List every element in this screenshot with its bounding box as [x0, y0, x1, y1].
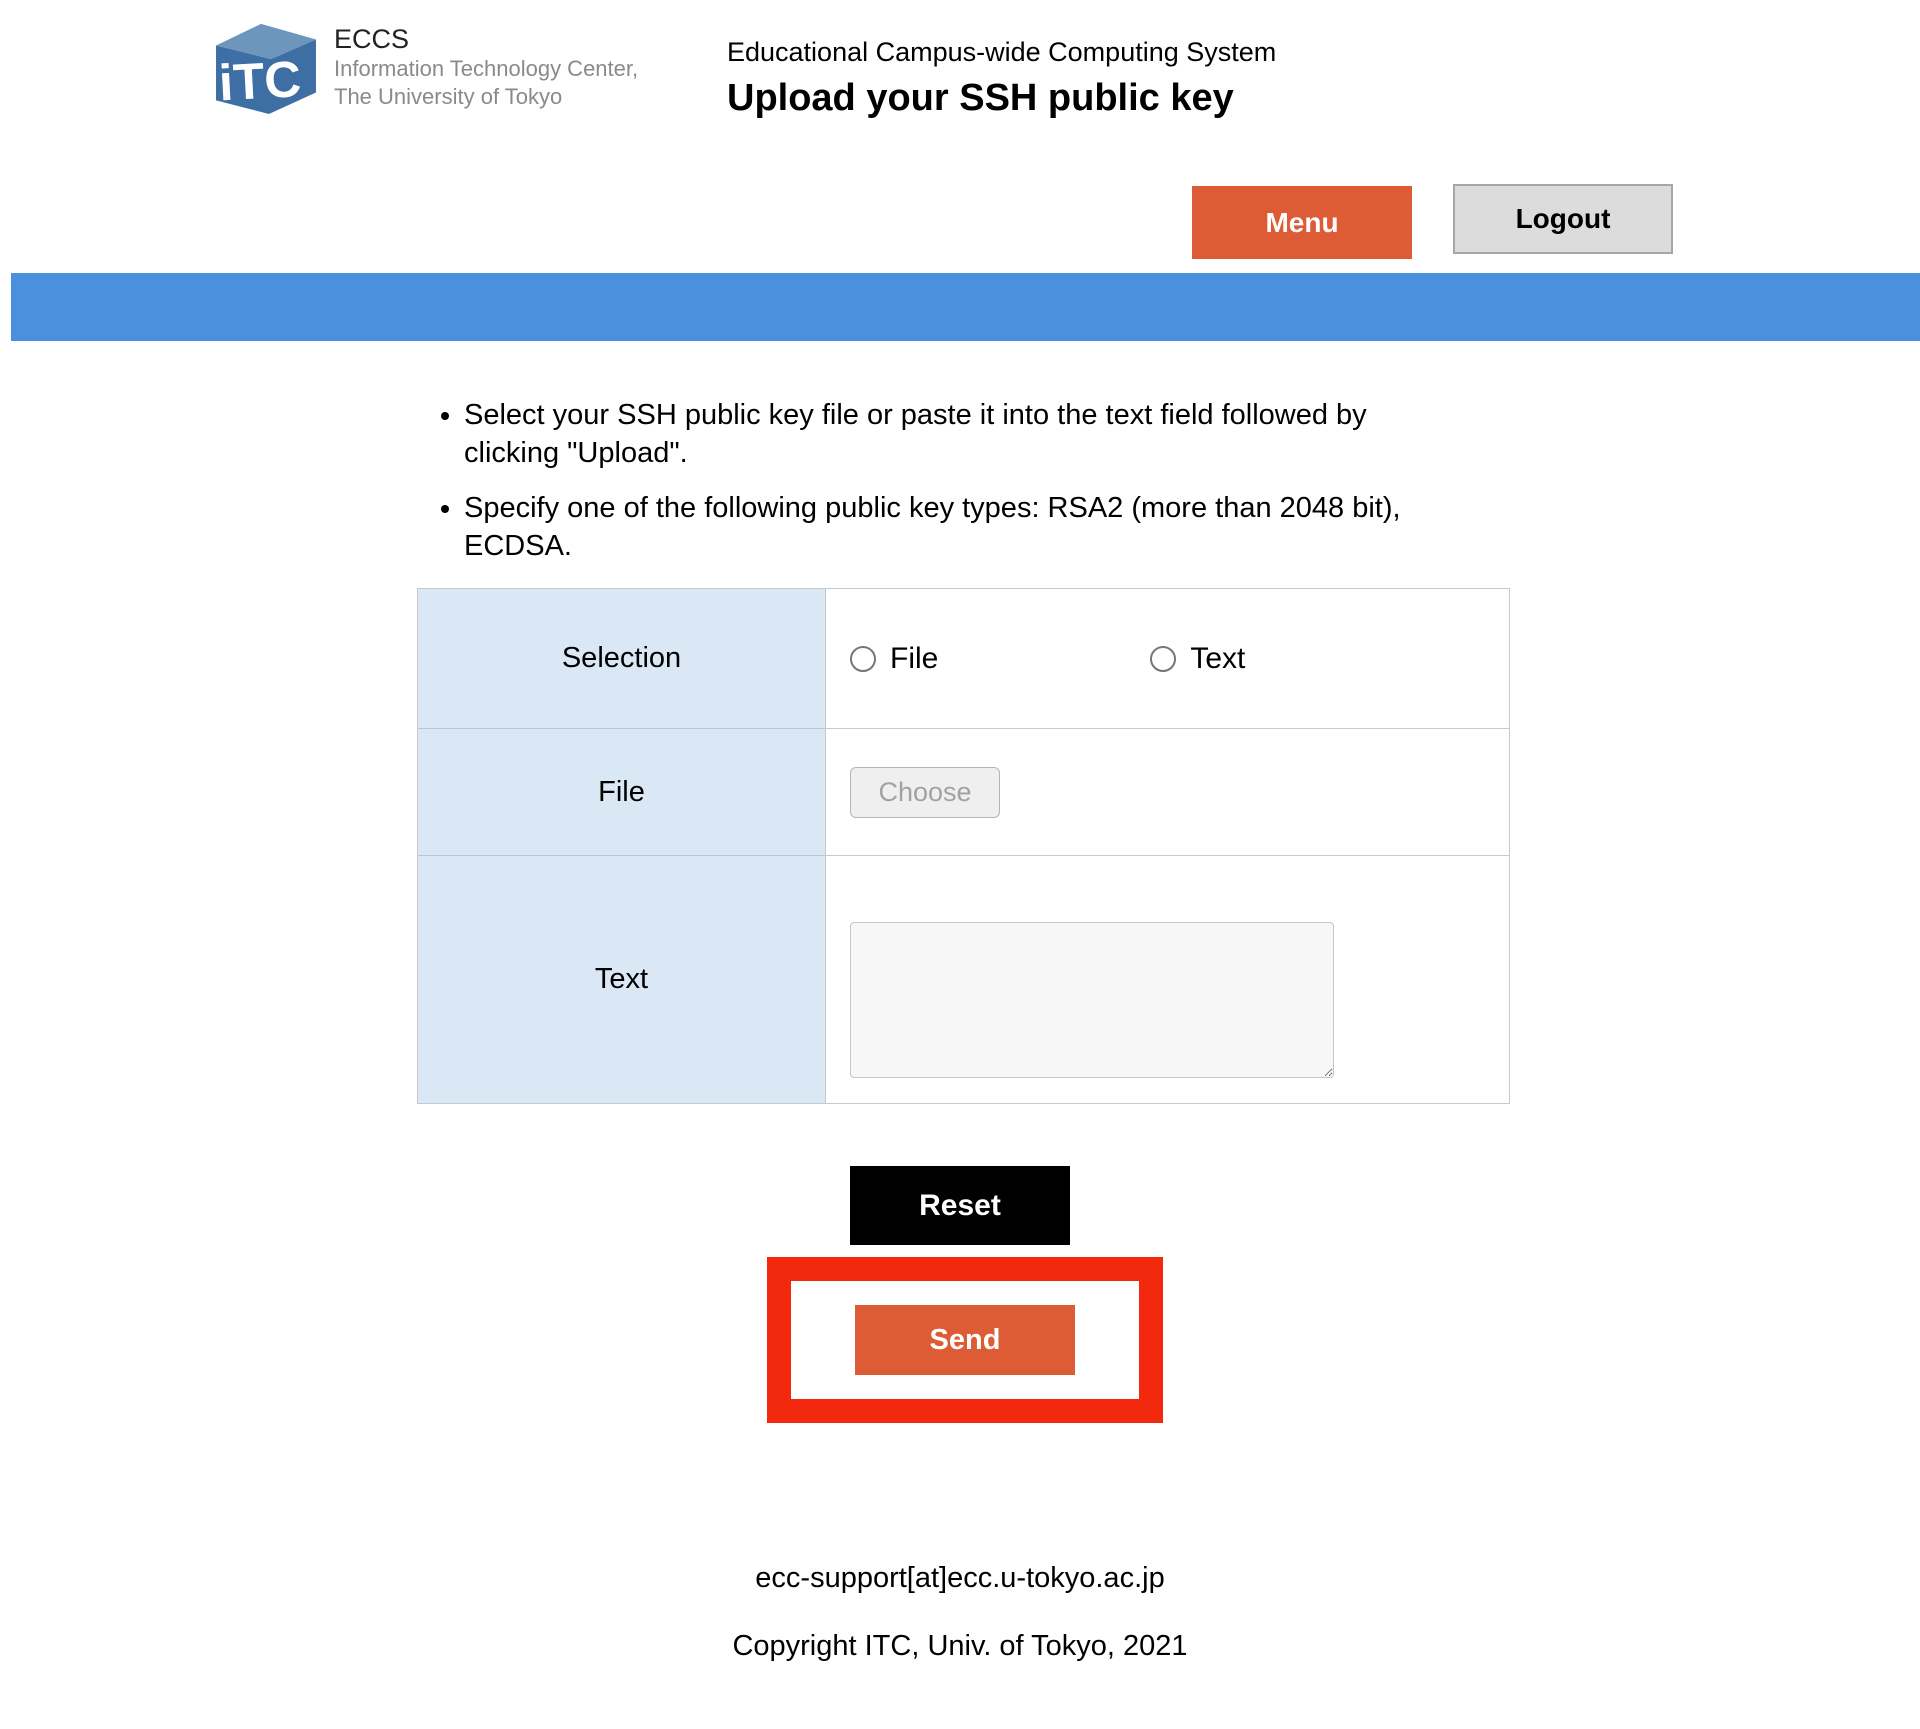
- support-contact: ecc-support[at]ecc.u-tokyo.ac.jp: [755, 1562, 1165, 1594]
- text-row-value: [826, 856, 1509, 1103]
- selection-radio-group: [850, 642, 1245, 676]
- text-radio-label: Text: [1190, 641, 1246, 675]
- text-radio-option[interactable]: [1150, 642, 1245, 676]
- public-key-textarea[interactable]: [850, 922, 1334, 1078]
- file-row-value: [826, 729, 1509, 856]
- instructions-list: [430, 396, 1460, 581]
- file-radio-input[interactable]: [850, 646, 876, 672]
- selection-row-value: [826, 589, 1509, 729]
- svg-text:iTC: iTC: [217, 50, 303, 112]
- file-row-label: File: [418, 729, 826, 856]
- instruction-item: • Select your SSH public key file or paste it into the text field followed by clicking "Upload".: [464, 396, 1460, 473]
- header-divider-bar: [11, 273, 1920, 341]
- copyright-notice: Copyright ITC, Univ. of Tokyo, 2021: [732, 1630, 1188, 1662]
- page-title: Upload your SSH public key: [727, 77, 1234, 120]
- logo-subtitle-line1: Information Technology Center,: [334, 56, 639, 82]
- ssh-key-form-table: [417, 588, 1510, 1104]
- logout-button[interactable]: Logout: [1453, 184, 1673, 254]
- menu-button[interactable]: Menu: [1192, 186, 1412, 259]
- eccs-itc-logo: [212, 18, 638, 116]
- choose-file-button[interactable]: Choose: [850, 767, 1000, 818]
- file-radio-label: File: [890, 641, 939, 675]
- logo-subtitle-line2: The University of Tokyo: [334, 83, 563, 109]
- text-row-label: Text: [418, 856, 826, 1103]
- logo-text-block: [334, 18, 638, 110]
- file-radio-option[interactable]: [850, 642, 938, 676]
- system-name: Educational Campus-wide Computing System: [727, 37, 1277, 67]
- selection-row-label: Selection: [418, 589, 826, 729]
- itc-cube-icon: [212, 18, 320, 116]
- send-button-highlight-box: [767, 1257, 1163, 1423]
- send-button[interactable]: Send: [855, 1305, 1075, 1375]
- reset-button[interactable]: Reset: [850, 1166, 1070, 1245]
- text-radio-input[interactable]: [1150, 646, 1176, 672]
- header-title-block: [727, 36, 1276, 120]
- instruction-item: • Specify one of the following public key types: RSA2 (more than 2048 bit), ECDSA.: [464, 489, 1460, 566]
- logo-eccs-label: ECCS: [334, 24, 410, 54]
